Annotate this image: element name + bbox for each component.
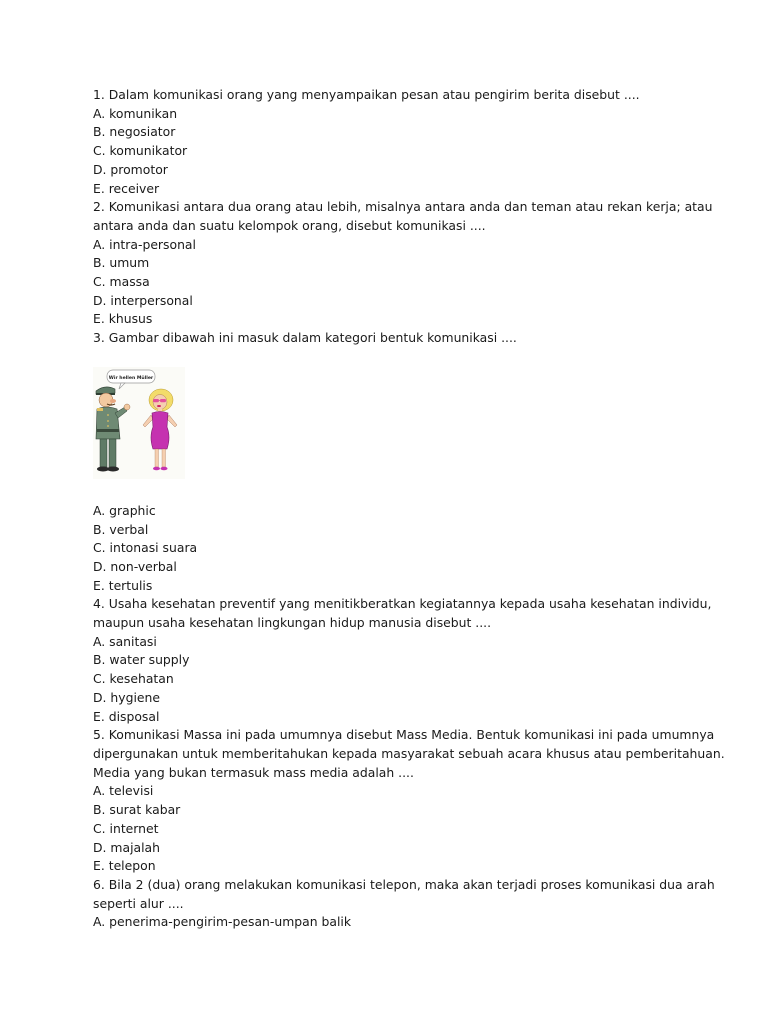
q3-option-e: E. tertulis <box>93 577 153 593</box>
question-3: 3. Gambar dibawah ini masuk dalam kategori bentuk komunikasi .... <box>93 330 517 346</box>
question-5-line-2: dipergunakan untuk memberitahukan kepada masyarakat sebuah acara khusus atau pemberitahuan. <box>93 745 725 761</box>
q4-option-a: A. sanitasi <box>93 633 157 649</box>
q2-option-d: D. interpersonal <box>93 292 193 308</box>
q4-option-c: C. kesehatan <box>93 671 174 687</box>
question-6-line-1: 6. Bila 2 (dua) orang melakukan komunikasi telepon, maka akan terjadi proses komunikasi dua arah <box>93 876 715 892</box>
q5-option-d: D. majalah <box>93 839 161 855</box>
q5-option-c: C. internet <box>93 820 159 836</box>
q1-option-e: E. receiver <box>93 180 160 196</box>
q3-option-d: D. non-verbal <box>93 558 177 574</box>
q1-option-a: A. komunikan <box>93 105 178 121</box>
q2-option-e: E. khusus <box>93 311 153 327</box>
question-6-line-2: seperti alur .... <box>93 895 184 911</box>
speech-bubble-text: Wir hellen Müller <box>108 375 154 381</box>
q1-option-d: D. promotor <box>93 161 168 177</box>
q6-option-a: A. penerima-pengirim-pesan-umpan balik <box>93 914 352 930</box>
question-2-line-2: antara anda dan suatu kelompok orang, disebut komunikasi .... <box>93 217 486 233</box>
q3-option-b: B. verbal <box>93 521 149 537</box>
q5-option-a: A. televisi <box>93 783 154 799</box>
quiz-content <box>93 86 725 932</box>
q1-option-b: B. negosiator <box>93 124 176 140</box>
q3-option-a: A. graphic <box>93 502 156 518</box>
question-4-line-2: maupun usaha kesehatan lingkungan hidup manusia disebut .... <box>93 615 492 631</box>
q5-option-e: E. telepon <box>93 858 156 874</box>
q2-option-b: B. umum <box>93 255 150 271</box>
q4-option-b: B. water supply <box>93 652 190 668</box>
question-5-line-3: Media yang bukan termasuk mass media adalah .... <box>93 764 414 780</box>
q3-option-c: C. intonasi suara <box>93 540 198 556</box>
q5-option-b: B. surat kabar <box>93 802 181 818</box>
q2-option-a: A. intra-personal <box>93 236 196 252</box>
q1-option-c: C. komunikator <box>93 143 188 159</box>
question-4-line-1: 4. Usaha kesehatan preventif yang menitikberatkan kegiatannya kepada usaha kesehatan individu, <box>93 596 712 612</box>
question-5-line-1: 5. Komunikasi Massa ini pada umumnya disebut Mass Media. Bentuk komunikasi ini pada umumnya <box>93 727 715 743</box>
cartoon-illustration <box>93 367 185 479</box>
q4-option-e: E. disposal <box>93 708 160 724</box>
question-2-line-1: 2. Komunikasi antara dua orang atau lebih, misalnya antara anda dan teman atau rekan kerja; atau <box>93 199 713 215</box>
q4-option-d: D. hygiene <box>93 689 161 705</box>
question-1: 1. Dalam komunikasi orang yang menyampaikan pesan atau pengirim berita disebut .... <box>93 87 640 102</box>
q2-option-c: C. massa <box>93 274 150 290</box>
